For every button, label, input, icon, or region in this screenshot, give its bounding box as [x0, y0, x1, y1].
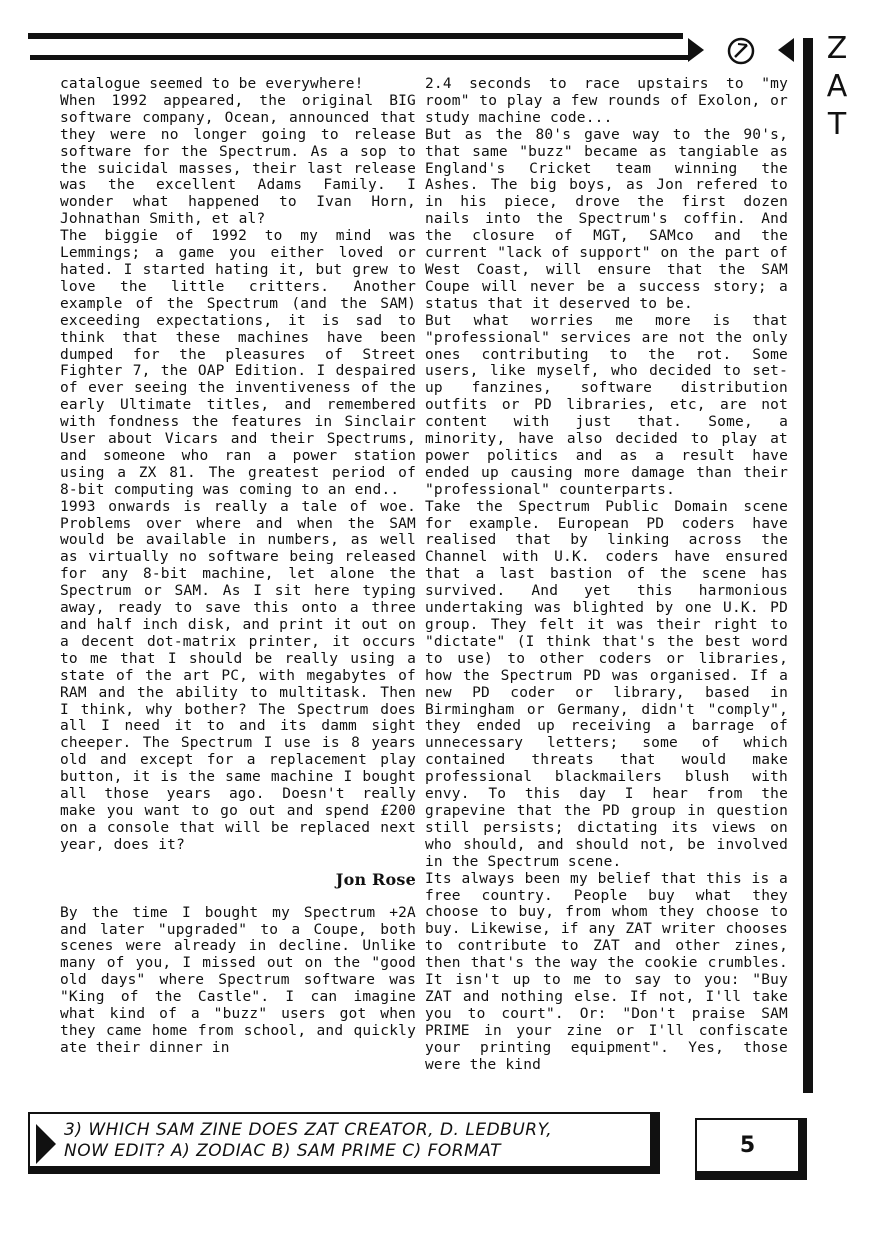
right-arrow-icon: [688, 38, 704, 62]
right-column: [425, 76, 788, 1073]
paragraph: Its always been my belief that this is a free country. People buy what they choose to buy, from whom they choose to buy. Likewise, if any ZAT writer chooses to contribute to ZAT and other zines, then that's the way the cookie crumbles. It isn't up to me to say to you: "Buy ZAT and nothing else. If not, I'll take you to court". Or: "Don't praise SAM PRIME in your zine or I'll confiscate your printing equipment". Yes, those were the kind: [425, 870, 788, 1073]
paragraph: But as the 80's gave way to the 90's, that same "buzz" became as tangiable as England's Cricket team winning the Ashes. The big boys, as Jon refered to in his piece, drove the first dozen nails into the Spectrum's coffin. And the closure of MGT, SAMco and the current "lack of support" on the part of West Coast, will ensure that the SAM Coupe will never be a success story; a status that it deserved to be.: [425, 126, 788, 312]
masthead-letter-a: A: [826, 69, 848, 104]
paragraph: catalogue seemed to be everywhere!: [60, 76, 364, 92]
left-arrow-icon: [778, 38, 794, 62]
top-rule: [28, 33, 683, 39]
paragraph: Take the Spectrum Public Domain scene for example. European PD coders have realised that by linking across the Channel with U.K. coders have ensured that a last bastion of the scene has survived. And yet this harmonious undertaking was blighted by one U.K. PD group. They felt it was their right to "dictate" (I think that's the best word to use) to other coders or libraries, how the Spectrum PD was organised. If a new PD coder or library, based in Birmingham or Germany, didn't "comply", they ended up receiving a barrage of unnecessary letters; some of which contained threats that would make professional blackmailers blush with envy. To this day I hear from the grapevine that the PD group in question still persists; dictating its views on who should, and should not, be involved in the Spectrum scene.: [425, 498, 788, 870]
left-column: [60, 76, 416, 1057]
page-number-box: [695, 1118, 807, 1180]
paragraph: By the time I bought my Spectrum +2A and later "upgraded" to a Coupe, both scenes were already in decline. Unlike many of you, I missed out on the "good old days" where Spectrum software was "King of the Castle". I can imagine what kind of a "buzz" users got when they came home from school, and quickly ate their dinner in: [60, 904, 416, 1056]
zat-logo-icon: [726, 36, 756, 66]
quiz-question: [64, 1120, 654, 1162]
masthead-letter-t: T: [827, 107, 847, 142]
masthead-zat: [822, 30, 852, 144]
quiz-box: [28, 1112, 660, 1174]
paragraph: But what worries me more is that "professional" services are not the only ones contributing to the rot. Some users, like myself, who decided to set-up fanzines, software distribution outfits or PD libraries, etc, are not content with just that. Some, a minority, have also decided to play at power politics and as a result have ended up causing more damage than their "professional" counterparts.: [425, 312, 788, 498]
author-byline: Jon Rose: [335, 869, 416, 889]
page-number: 5: [739, 1133, 756, 1158]
top-rule-lower: [30, 55, 690, 60]
quiz-line-1: WHICH SAM ZINE DOES ZAT CREATOR, D. LEDBURY,: [88, 1120, 553, 1140]
paragraph: The biggie of 1992 to my mind was Lemmings; a game you either loved or hated. I started hating it, but grew to love the little critters. Another example of the Spectrum (and the SAM) exceeding expectations, it is sad to think that these machines have been dumped for the pleasures of Street Fighter 7, the OAP Edition. I despaired of ever seeing the inventiveness of the early Ultimate titles, and remembered with fondness the features in Sinclair User about Vicars and their Spectrums, and someone who ran a power station using a ZX 81. The greatest period of 8-bit computing was coming to an end..: [60, 228, 416, 498]
paragraph: When 1992 appeared, the original BIG software company, Ocean, announced that they were no longer going to release software for the Spectrum. As a sop to the suicidal masses, their last release was the excellent Adams Family. I wonder what happened to Ivan Horn, Johnathan Smith, et al?: [60, 92, 416, 228]
paragraph: 2.4 seconds to race upstairs to "my room" to play a few rounds of Exolon, or study machine code...: [425, 76, 788, 126]
side-bar: [803, 38, 813, 1093]
quiz-arrow-icon: [36, 1124, 56, 1164]
masthead-letter-z: Z: [826, 31, 848, 66]
quiz-line-2: NOW EDIT? A) ZODIAC B) SAM PRIME C) FORMAT: [64, 1141, 502, 1161]
paragraph: 1993 onwards is really a tale of woe. Problems over where and when the SAM would be available in numbers, as well as virtually no software being released for any 8-bit machine, let alone the Spectrum or SAM. As I sit here typing away, ready to save this onto a three and half inch disk, and print it out on a decent dot-matrix printer, it occurs to me that I should be really using a state of the art PC, with megabytes of RAM and the ability to multitask. Then I think, why bother? The Spectrum does all I need it to and its damm sight cheeper. The Spectrum I use is 8 years old and except for a replacement play button, it is the same machine I bought all those years ago. Doesn't really make you want to go out and spend £200 on a console that will be replaced next year, does it?: [60, 498, 416, 853]
quiz-number: 3): [64, 1120, 83, 1140]
